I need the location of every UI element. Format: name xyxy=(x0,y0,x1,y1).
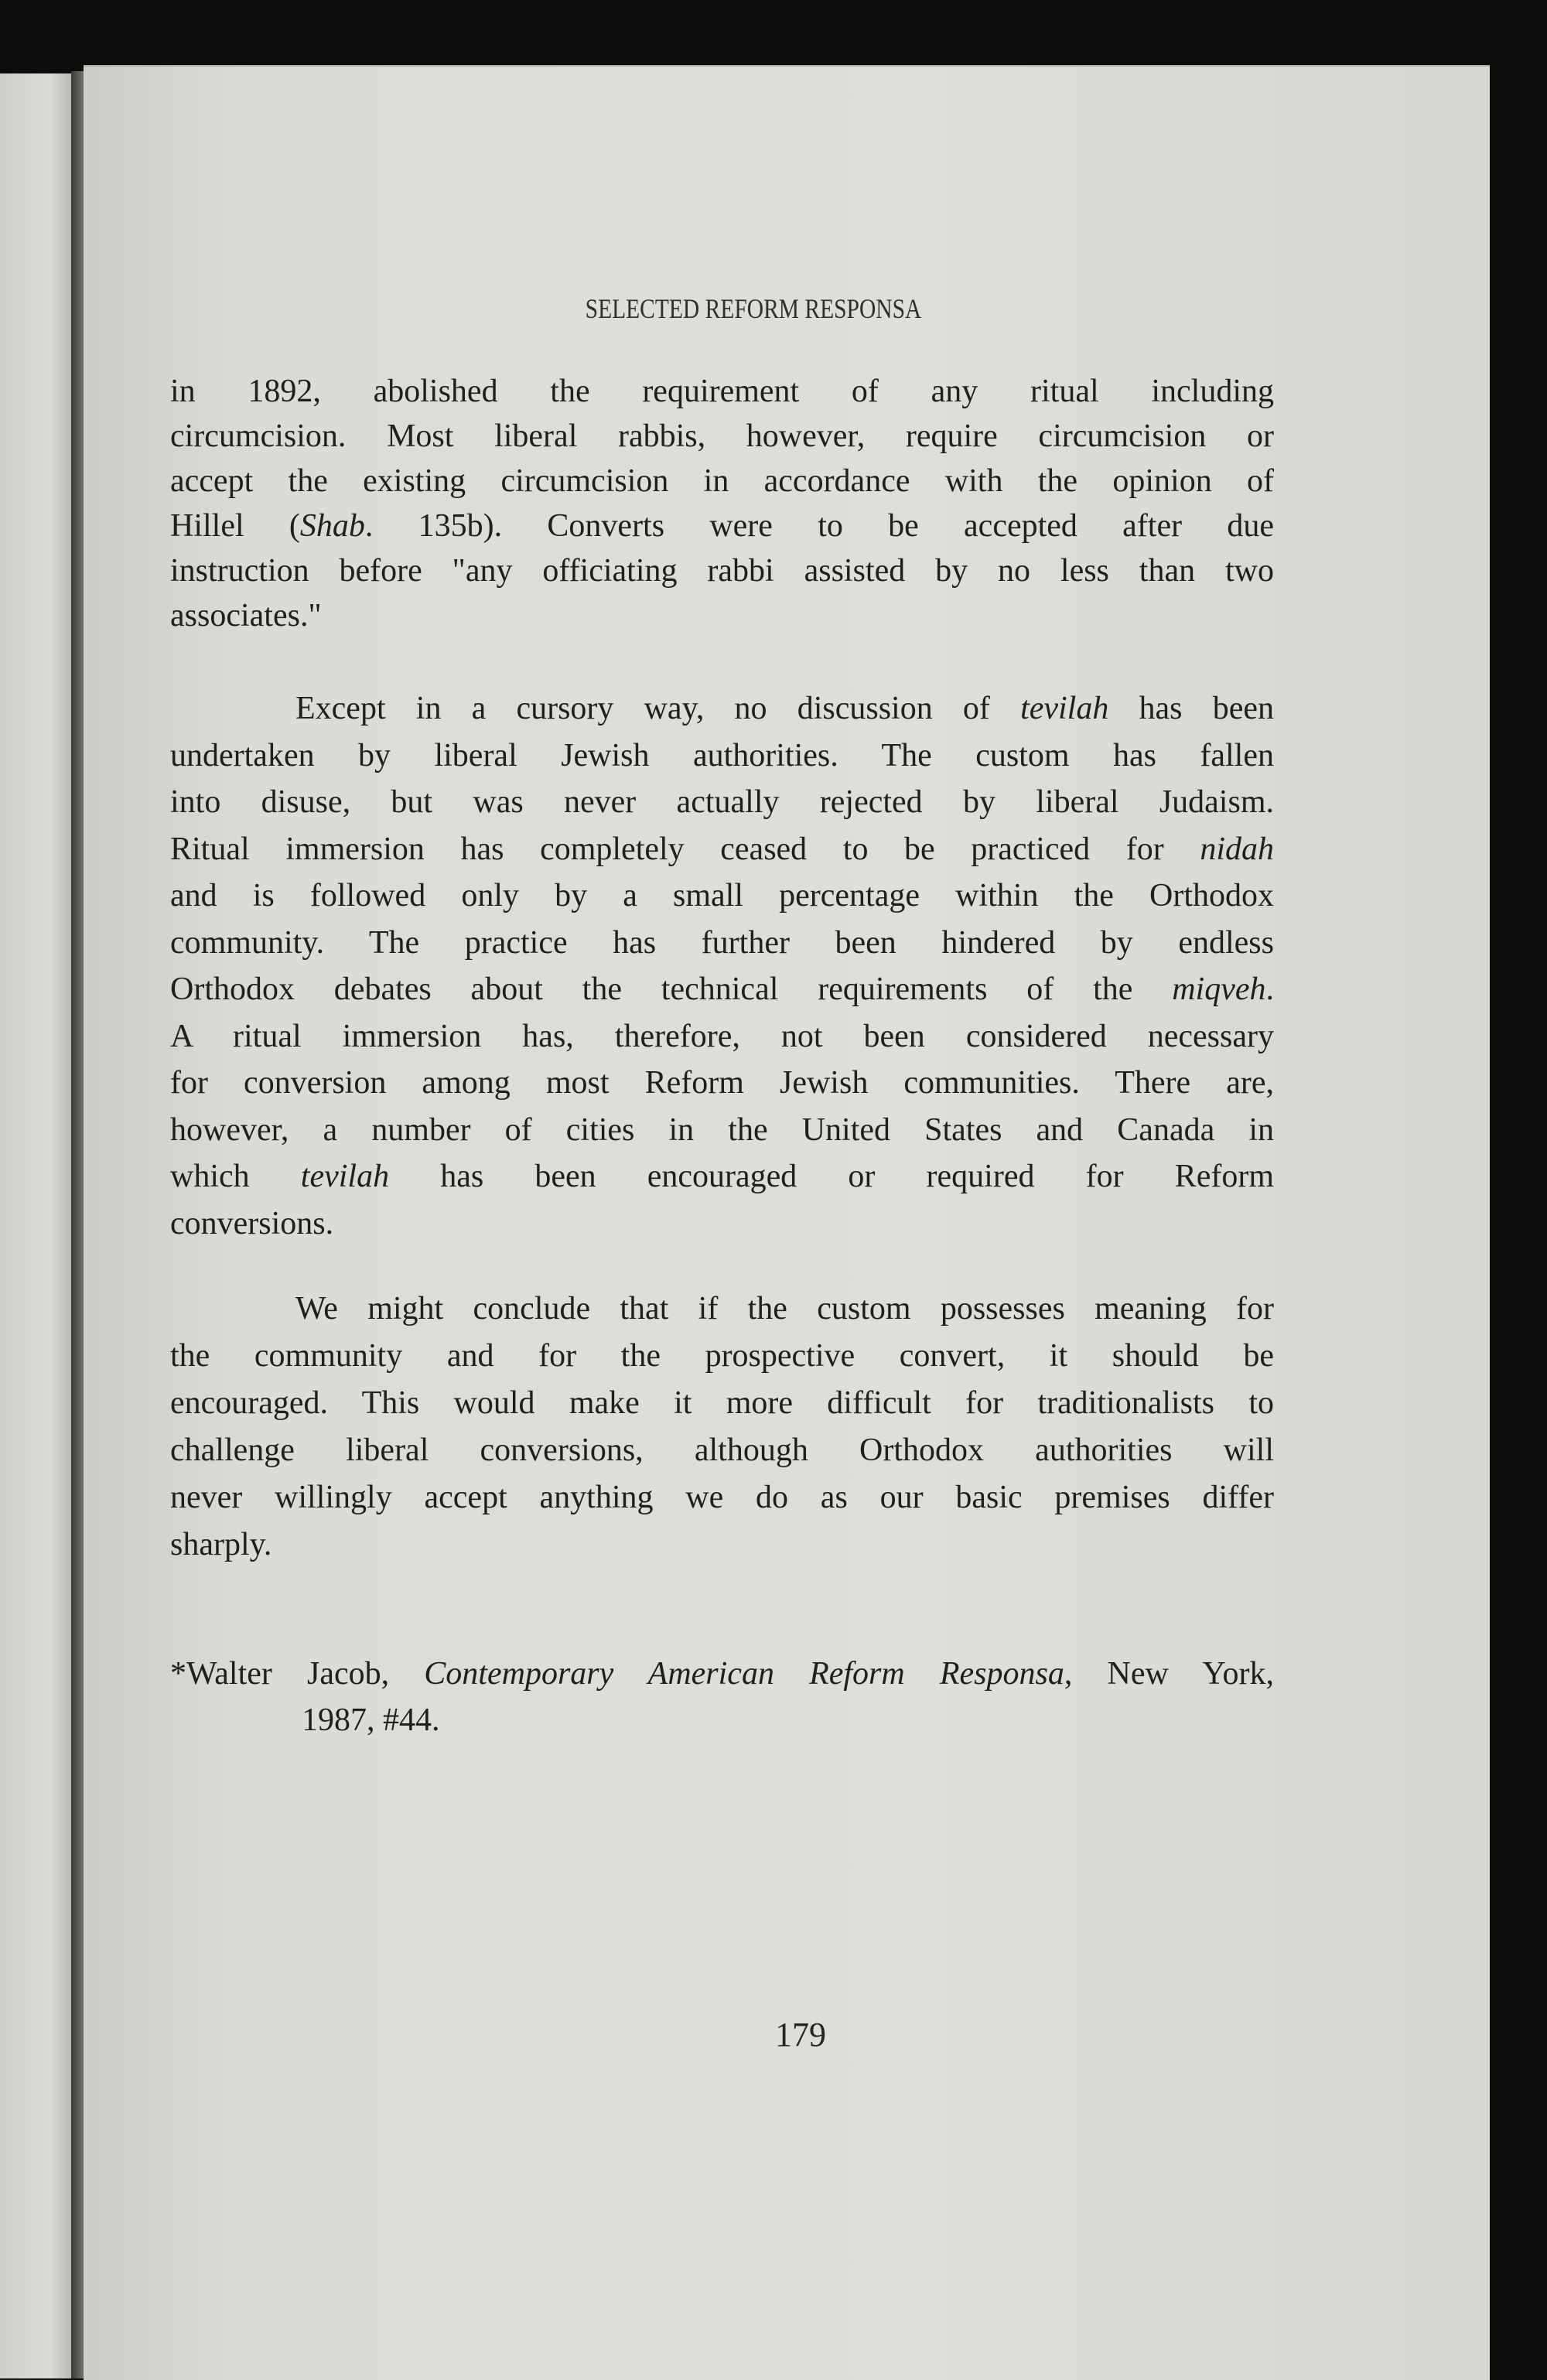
text-line xyxy=(170,1474,1274,1521)
text-line xyxy=(170,779,1274,826)
text-run: We might conclude that if the custom possesses meaning for xyxy=(295,1291,1274,1327)
text-run: instruction before "any officiating rabbi assisted by no less than two xyxy=(170,553,1274,589)
text-line xyxy=(170,920,1274,967)
text-run: into disuse, but was never actually rejected by liberal Judaism. xyxy=(170,784,1274,820)
text-run: and is followed only by a small percentage within the Orthodox xyxy=(170,878,1274,913)
text-line xyxy=(170,826,1274,873)
text-run: circumcision. Most liberal rabbis, however, require circumcision or xyxy=(170,418,1274,454)
italic-text: Shab xyxy=(299,508,365,544)
text-run: challenge liberal conversions, although Orthodox authorities will xyxy=(170,1432,1274,1468)
italic-text: tevilah xyxy=(1020,691,1109,726)
text-line xyxy=(170,369,1274,414)
text-run: in 1892, abolished the requirement of any ritual including xyxy=(170,374,1274,409)
text-run: Ritual immersion has completely ceased to be practiced for xyxy=(170,831,1200,867)
text-run: *Walter Jacob, xyxy=(170,1656,425,1692)
text-line xyxy=(170,1651,1274,1697)
text-line xyxy=(170,504,1274,548)
text-line xyxy=(170,548,1274,593)
text-line xyxy=(170,1060,1274,1107)
text-run: has been encouraged or required for Reform xyxy=(389,1159,1274,1194)
text-run: conversions. xyxy=(170,1205,334,1241)
italic-text: nidah xyxy=(1200,831,1274,867)
running-header: SELECTED REFORM RESPONSA xyxy=(585,293,922,324)
text-run: 1987, #44. xyxy=(302,1702,440,1738)
text-line xyxy=(170,1286,1274,1333)
paragraph-2 xyxy=(170,685,1274,1247)
italic-text: Contemporary American Reform Responsa xyxy=(424,1656,1064,1692)
text-line xyxy=(170,1697,1274,1743)
text-run: has been xyxy=(1108,691,1274,726)
text-run: community. The practice has further been hindered by endless xyxy=(170,924,1274,961)
text-line xyxy=(170,1521,1274,1569)
text-line xyxy=(170,414,1274,459)
text-run: for conversion among most Reform Jewish communities. There are, xyxy=(170,1065,1274,1101)
text-run: accept the existing circumcision in accordance with the opinion of xyxy=(170,463,1274,499)
text-line xyxy=(170,732,1274,780)
text-run: encouraged. This would make it more difficult for traditionalists to xyxy=(170,1385,1274,1421)
text-run: Orthodox debates about the technical requirements of the xyxy=(170,971,1173,1007)
text-run: undertaken by liberal Jewish authorities. The custom has fallen xyxy=(170,737,1274,773)
text-line xyxy=(170,1200,1274,1248)
text-run: . xyxy=(1265,971,1274,1007)
italic-text: tevilah xyxy=(300,1159,390,1194)
footnote xyxy=(170,1651,1274,1743)
text-line xyxy=(170,872,1274,920)
text-run: . 135b). Converts were to be accepted after due xyxy=(364,508,1274,544)
text-run: associates." xyxy=(170,598,322,633)
text-run: never willingly accept anything we do as our basic premises differ xyxy=(170,1480,1274,1515)
paragraph-3 xyxy=(170,1286,1274,1569)
text-run: the community and for the prospective convert, it should be xyxy=(170,1338,1274,1374)
paragraph-1 xyxy=(170,369,1274,638)
text-line xyxy=(170,1153,1274,1200)
text-line xyxy=(170,1380,1274,1427)
text-line xyxy=(170,1107,1274,1154)
text-line xyxy=(170,685,1274,732)
text-line xyxy=(170,1013,1274,1060)
text-run: Except in a cursory way, no discussion of xyxy=(295,691,1021,726)
text-run: which xyxy=(170,1159,301,1194)
text-run: however, a number of cities in the United States and Canada in xyxy=(170,1111,1274,1148)
text-line xyxy=(170,966,1274,1013)
text-run: Hillel ( xyxy=(170,508,300,544)
text-run: sharply. xyxy=(170,1527,272,1562)
text-run: A ritual immersion has, therefore, not been considered necessary xyxy=(170,1018,1274,1054)
text-line xyxy=(170,1427,1274,1474)
text-line xyxy=(170,459,1274,504)
text-line xyxy=(170,593,1274,638)
page-number: 179 xyxy=(775,2016,826,2054)
text-run: , New York, xyxy=(1064,1656,1274,1692)
text-line xyxy=(170,1333,1274,1380)
italic-text: miqveh xyxy=(1172,971,1266,1007)
